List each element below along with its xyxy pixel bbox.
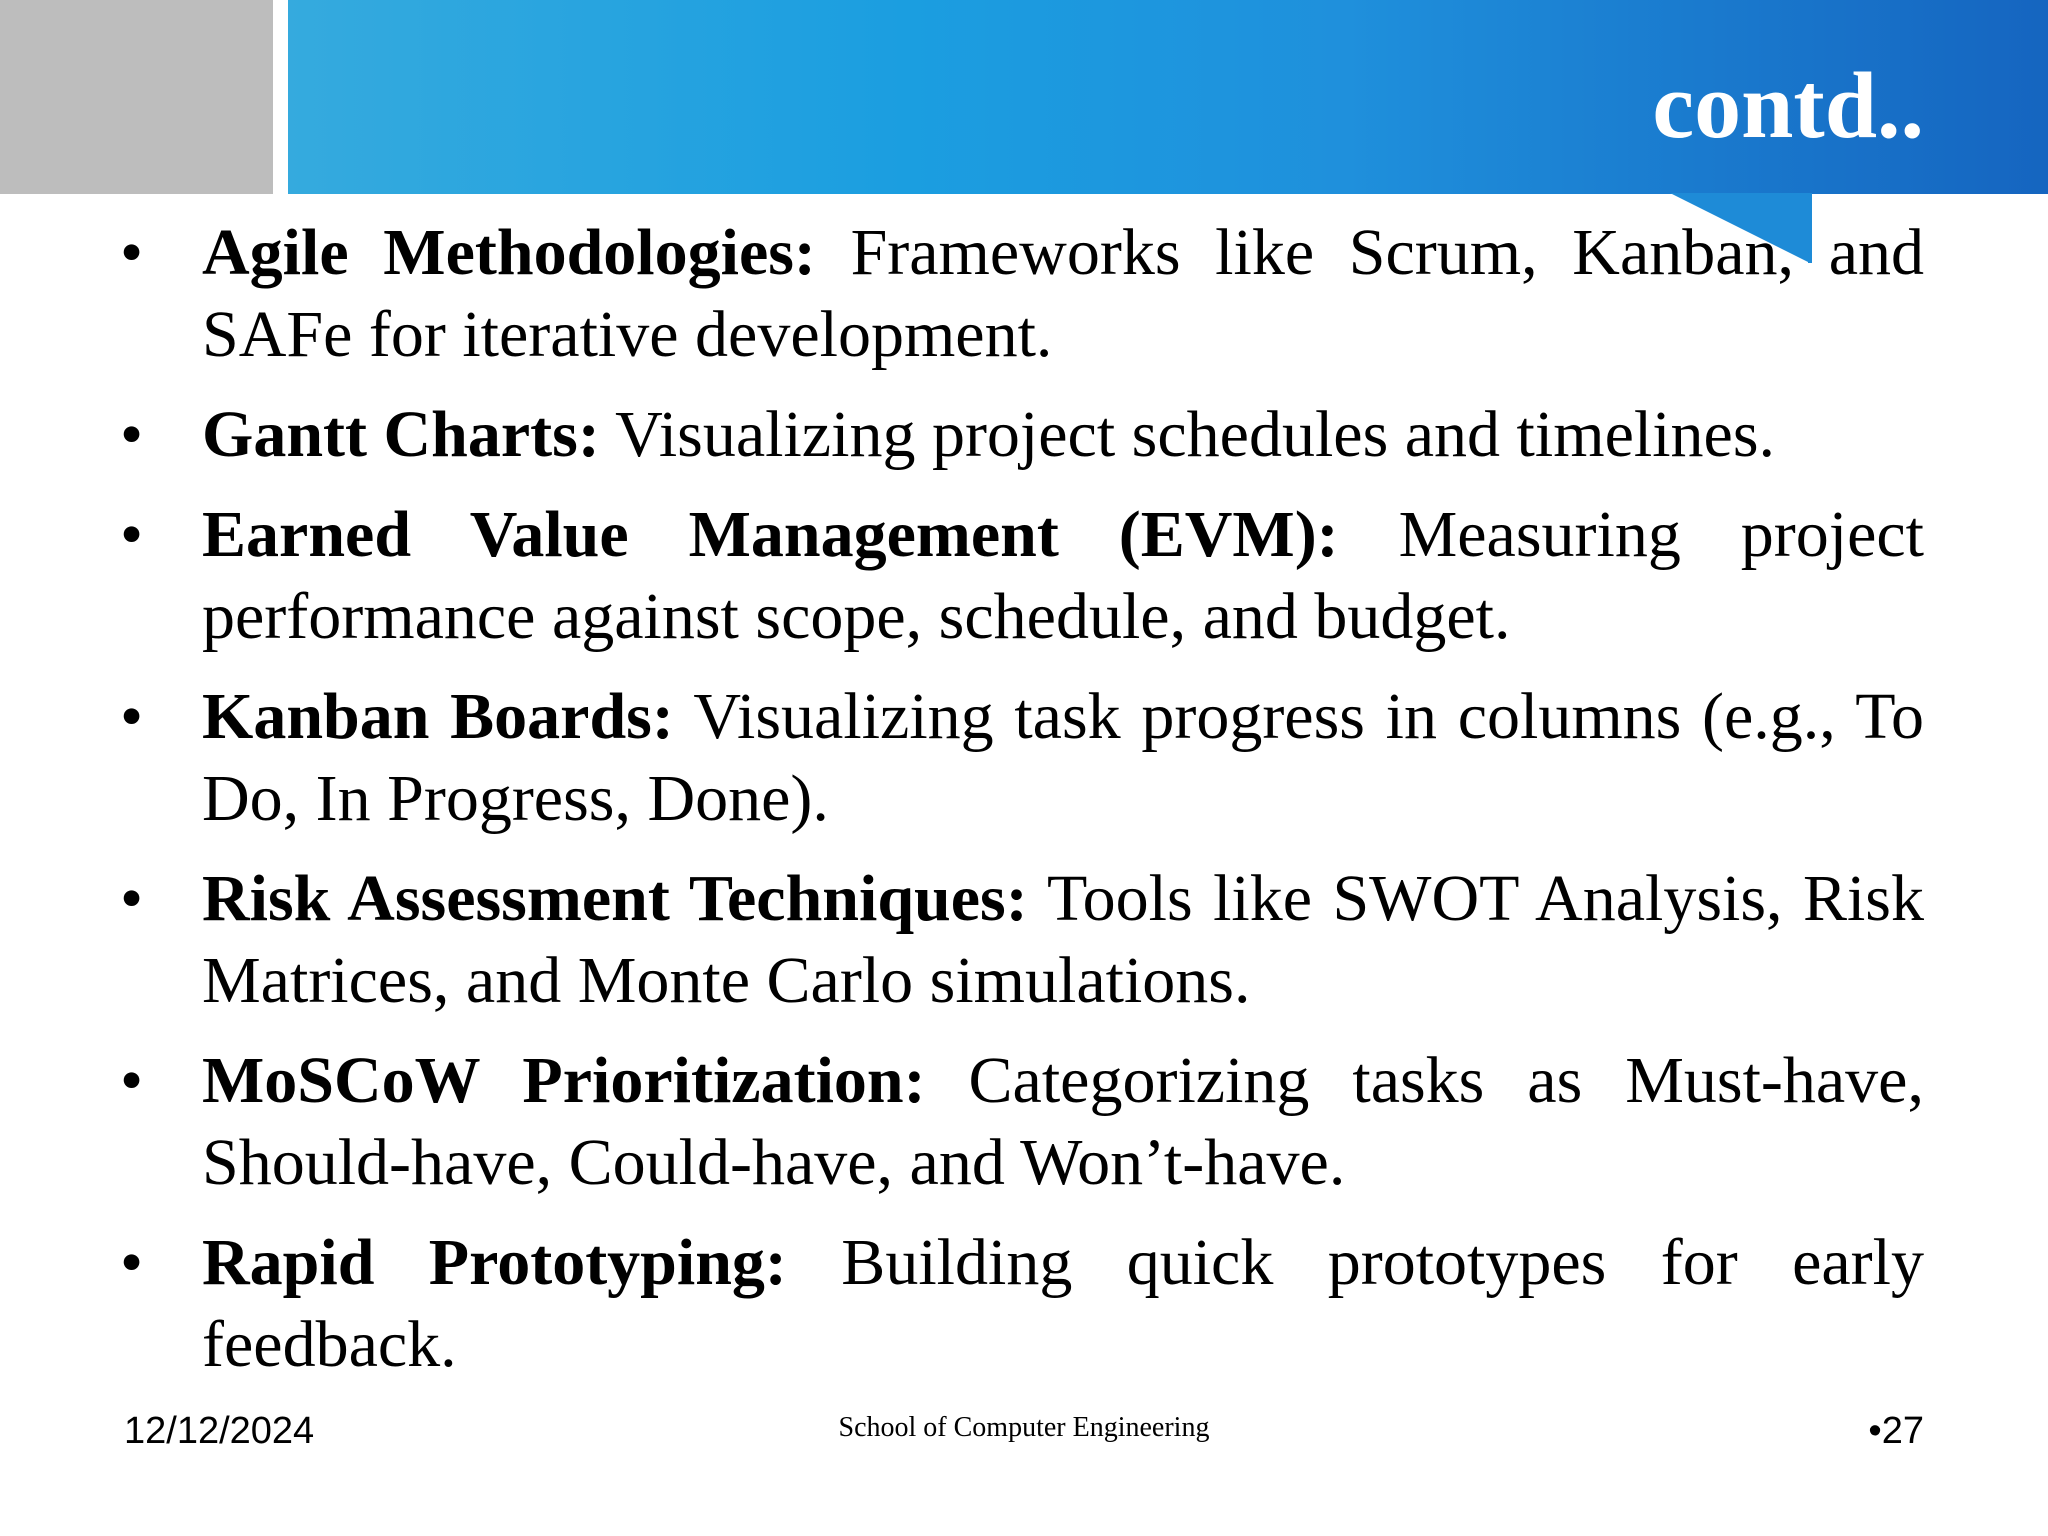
bullet-item bbox=[120, 1222, 1924, 1386]
bullet-text: Building quick prototypes for early feedback. bbox=[202, 1226, 1925, 1381]
bullet-text: Visualizing project schedules and timelines. bbox=[599, 398, 1776, 471]
bullet-text: Visualizing task progress in columns (e.g., To Do, In Progress, Done). bbox=[202, 680, 1925, 835]
bullet-text: Frameworks like Scrum, Kanban, and SAFe for iterative development. bbox=[202, 216, 1924, 371]
bullet-icon: • bbox=[120, 1226, 144, 1299]
bullet-icon: • bbox=[120, 862, 144, 935]
footer-page-number: •27 bbox=[1868, 1410, 1924, 1452]
footer-date: 12/12/2024 bbox=[124, 1410, 315, 1452]
bullet-term: Gantt Charts: bbox=[202, 398, 600, 471]
bullet-list bbox=[120, 212, 1924, 1404]
bullet-item bbox=[120, 676, 1924, 840]
slide-title: contd.. bbox=[1652, 54, 1924, 158]
footer-school: School of Computer Engineering bbox=[838, 1412, 1210, 1443]
bullet-icon: • bbox=[120, 398, 144, 471]
header-gray-block bbox=[0, 0, 273, 194]
bullet-term: Earned Value Management (EVM): bbox=[202, 498, 1339, 571]
bullet-term: Agile Methodologies: bbox=[202, 216, 816, 289]
bullet-term: MoSCoW Prioritization: bbox=[202, 1044, 926, 1117]
bullet-term: Kanban Boards: bbox=[202, 680, 674, 753]
bullet-text: Measuring project performance against scope, schedule, and budget. bbox=[202, 498, 1925, 653]
bullet-term: Rapid Prototyping: bbox=[202, 1226, 787, 1299]
bullet-text: Categorizing tasks as Must-have, Should-have, Could-have, and Won’t-have. bbox=[202, 1044, 1924, 1199]
bullet-icon: • bbox=[120, 1044, 144, 1117]
bullet-text: Tools like SWOT Analysis, Risk Matrices, and Monte Carlo simulations. bbox=[202, 862, 1924, 1017]
bullet-item bbox=[120, 394, 1924, 476]
bullet-icon: • bbox=[120, 498, 144, 571]
bullet-icon: • bbox=[120, 680, 144, 753]
bullet-item bbox=[120, 494, 1924, 658]
bullet-term: Risk Assessment Techniques: bbox=[202, 862, 1028, 935]
bullet-icon: • bbox=[120, 216, 144, 289]
bullet-item bbox=[120, 1040, 1924, 1204]
bullet-item bbox=[120, 858, 1924, 1022]
bullet-item bbox=[120, 212, 1924, 376]
